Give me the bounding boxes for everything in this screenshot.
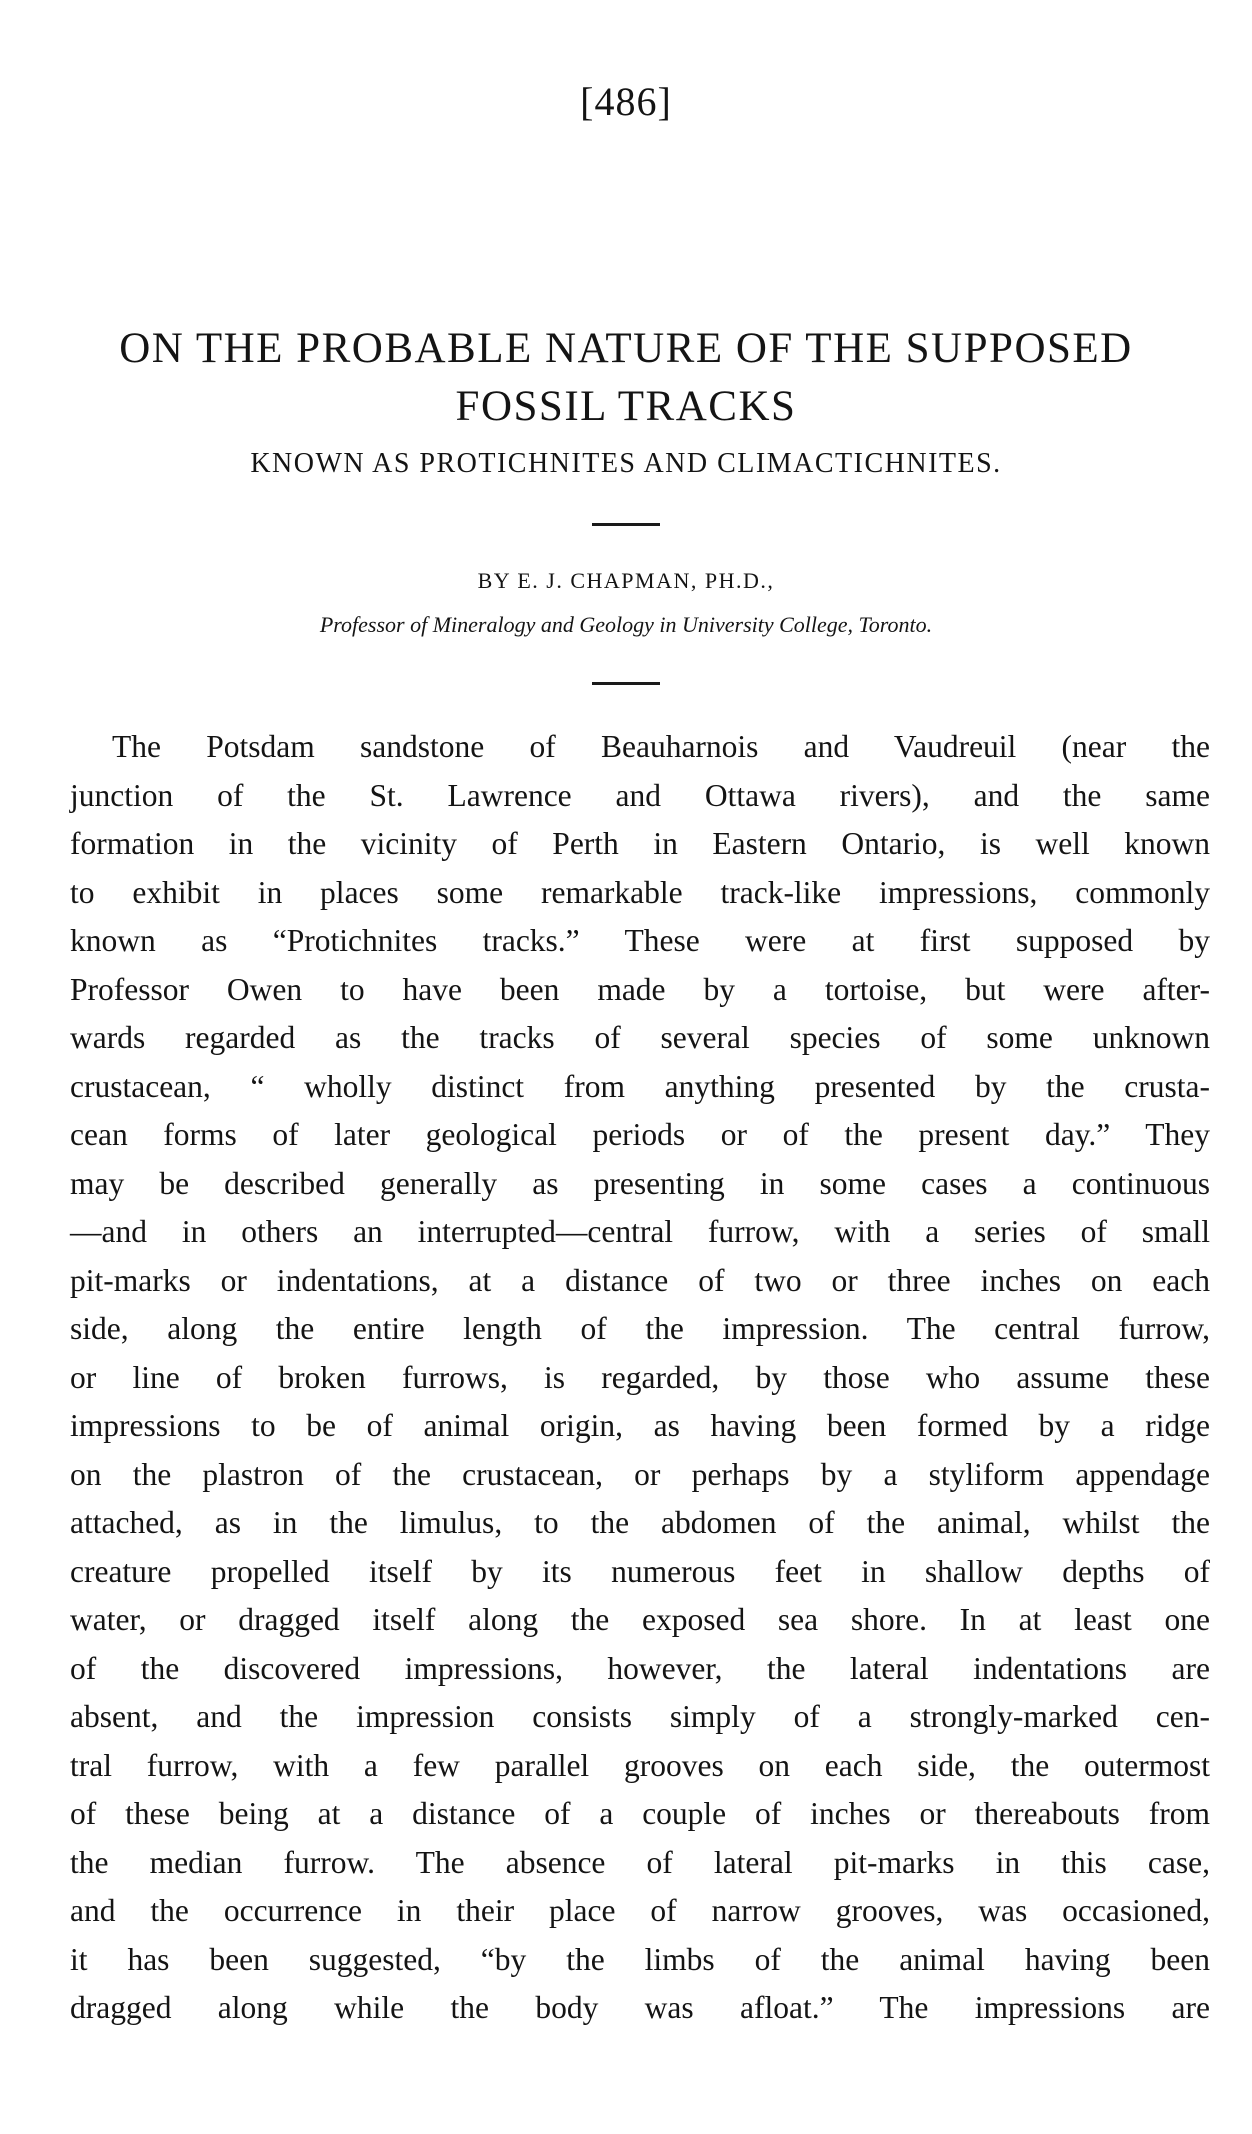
title-line-2: FOSSIL TRACKS bbox=[455, 383, 797, 430]
body-line: side, along the entire length of the impression. The central furrow, bbox=[70, 1311, 1210, 1346]
body-line: the median furrow. The absence of lateral pit-marks in this case, bbox=[70, 1844, 1210, 1880]
body-line: to exhibit in places some remarkable track-like impressions, commonly bbox=[70, 874, 1210, 910]
body-line: wards regarded as the tracks of several species of some unknown bbox=[70, 1020, 1210, 1055]
article-subtitle: KNOWN AS PROTICHNITES AND CLIMACTICHNITES. bbox=[250, 448, 1002, 479]
body-line: or line of broken furrows, is regarded, by those who assume these bbox=[70, 1359, 1210, 1395]
body-line: water, or dragged itself along the exposed sea shore. In at least one bbox=[70, 1602, 1210, 1637]
body-line: formation in the vicinity of Perth in Eastern Ontario, is well known bbox=[70, 826, 1210, 861]
body-line: may be described generally as presenting in some cases a continuous bbox=[70, 1165, 1210, 1201]
body-line: on the plastron of the crustacean, or perhaps by a styliform appendage bbox=[70, 1456, 1210, 1492]
body-line: impressions to be of animal origin, as having been formed by a ridge bbox=[70, 1408, 1210, 1443]
page-number: [486] bbox=[580, 79, 672, 124]
body-line: —and in others an interrupted—central furrow, with a series of small bbox=[70, 1214, 1210, 1249]
body-line: cean forms of later geological periods or of the present day.” They bbox=[70, 1117, 1210, 1152]
author-byline: BY E. J. CHAPMAN, PH.D., bbox=[477, 568, 775, 593]
body-line: crustacean, “ wholly distinct from anything presented by the crusta- bbox=[70, 1068, 1210, 1104]
divider-rule bbox=[592, 682, 660, 685]
body-line: The Potsdam sandstone of Beauharnois and Vaudreuil (near the bbox=[112, 729, 1210, 764]
body-line: pit-marks or indentations, at a distance of two or three inches on each bbox=[70, 1262, 1210, 1298]
body-line: creature propelled itself by its numerous feet in shallow depths of bbox=[70, 1553, 1210, 1589]
divider-rule bbox=[592, 523, 660, 526]
body-line: attached, as in the limulus, to the abdomen of the animal, whilst the bbox=[70, 1505, 1210, 1540]
body-line: Professor Owen to have been made by a tortoise, but were after- bbox=[70, 971, 1210, 1007]
body-line: tral furrow, with a few parallel grooves on each side, the outermost bbox=[70, 1747, 1210, 1783]
author-affiliation: Professor of Mineralogy and Geology in University College, Toronto. bbox=[319, 612, 933, 637]
body-line: it has been suggested, “by the limbs of the animal having been bbox=[70, 1941, 1210, 1977]
body-line: dragged along while the body was afloat.” The impressions are bbox=[70, 1990, 1210, 2025]
body-line: absent, and the impression consists simply of a strongly-marked cen- bbox=[70, 1699, 1210, 1734]
body-line: of the discovered impressions, however, the lateral indentations are bbox=[70, 1650, 1210, 1686]
body-line: known as “Protichnites tracks.” These were at first supposed by bbox=[70, 923, 1210, 958]
body-line: junction of the St. Lawrence and Ottawa rivers), and the same bbox=[70, 777, 1210, 813]
body-paragraph bbox=[70, 723, 1210, 2033]
body-line: of these being at a distance of a couple of inches or thereabouts from bbox=[70, 1796, 1210, 1831]
body-line: and the occurrence in their place of narrow grooves, was occasioned, bbox=[70, 1893, 1210, 1928]
article-title bbox=[40, 320, 1212, 436]
title-line-1: ON THE PROBABLE NATURE OF THE SUPPOSED bbox=[119, 325, 1133, 372]
